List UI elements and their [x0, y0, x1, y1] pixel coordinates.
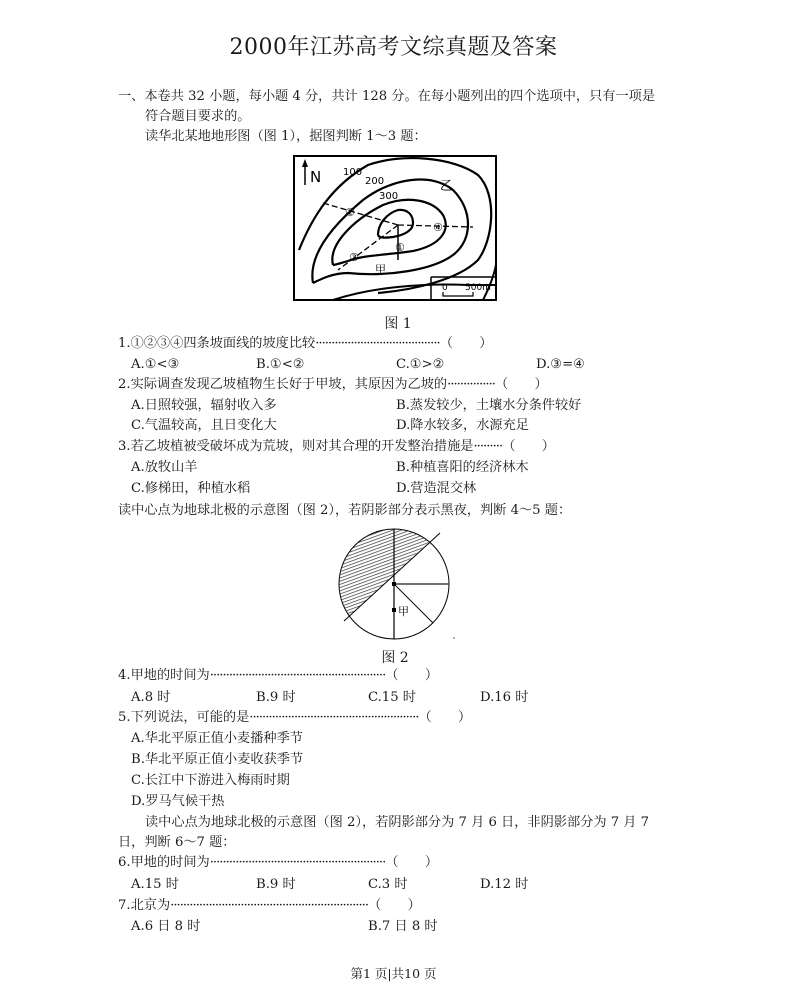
- q2-option-c: C.气温较高，且日变化大: [131, 418, 277, 433]
- svg-text:200: 200: [365, 176, 385, 187]
- q6-option-a: A.15 时: [131, 877, 179, 892]
- q2-option-d: D.降水较多，水源充足: [396, 418, 529, 433]
- point-jia-marker: [392, 608, 396, 612]
- q1-option-a: A.①<③: [131, 357, 180, 372]
- answer-blank: （ ）: [385, 668, 439, 683]
- q6-option-b: B.9 时: [256, 877, 296, 892]
- svg-text:甲: 甲: [398, 605, 409, 618]
- answer-blank: （ ）: [502, 439, 555, 454]
- read-fig2-instruction-b-line2: 日，判断 6～7 题：: [118, 835, 236, 850]
- svg-text:②: ②: [345, 206, 355, 219]
- question-2-stem: 2.实际调查发现乙坡植物生长好于甲坡，其原因为乙坡的···············（ ）: [118, 375, 548, 395]
- q5-option-d: D.罗马气候干热: [131, 794, 225, 809]
- question-7-stem: 7.北京为······························································（ ）: [118, 896, 421, 916]
- question-6-stem: 6.甲地的时间为·······················································（ ）: [118, 853, 438, 873]
- q7-option-b: B.7 日 8 时: [368, 919, 438, 934]
- read-fig2-instruction-a: 读中心点为地球北极的示意图（图 2），若阴影部分表示黑夜，判断 4～5 题：: [118, 503, 572, 518]
- section-intro-line1: 一、本卷共 32 小题，每小题 4 分，共计 128 分。在每小题列出的四个选项中，只有一项是: [118, 89, 656, 104]
- svg-text:④: ④: [433, 221, 443, 234]
- question-4-stem: 4.甲地的时间为·······················································（ ）: [118, 666, 438, 686]
- question-5-stem: 5.下列说法，可能的是·····················································（ ）: [118, 708, 471, 728]
- figure-2-polar-diagram: [336, 528, 460, 644]
- svg-text:500m: 500m: [465, 283, 491, 293]
- question-3-stem: 3.若乙坡植被受破坏成为荒坡，则对其合理的开发整治措施是·········（ ）: [118, 437, 555, 457]
- q5-option-c: C.长江中下游进入梅雨时期: [131, 773, 290, 788]
- q2-option-b: B.蒸发较少，土壤水分条件较好: [396, 398, 582, 413]
- answer-blank: （ ）: [418, 710, 472, 725]
- answer-blank: （ ）: [494, 377, 548, 392]
- read-fig2-instruction-b-line1: 读中心点为地球北极的示意图（图 2），若阴影部分为 7 月 6 日，非阴影部分为 7 月 7: [145, 815, 650, 830]
- section-intro-line2: 符合题目要求的。: [145, 109, 251, 124]
- q1-option-b: B.①<②: [256, 357, 305, 372]
- q1-option-c: C.①>②: [396, 357, 445, 372]
- svg-text:③: ③: [349, 251, 359, 264]
- svg-text:甲: 甲: [375, 263, 386, 276]
- q7-option-a: A.6 日 8 时: [131, 919, 201, 934]
- svg-text:0: 0: [442, 283, 448, 293]
- question-1-stem: 1.①②③④四条坡面线的坡度比较·······································（ ）: [118, 334, 492, 354]
- q6-option-d: D.12 时: [480, 877, 529, 892]
- page-footer: 第1 页|共10 页: [350, 966, 437, 981]
- answer-blank: （ ）: [439, 336, 493, 351]
- svg-text:乙: 乙: [440, 179, 454, 194]
- figure-1-caption: 图 1: [384, 316, 412, 332]
- svg-text:300: 300: [379, 191, 399, 202]
- answer-blank: （ ）: [385, 855, 439, 870]
- read-fig1-instruction: 读华北某地地形图（图 1），据图判断 1～3 题：: [145, 129, 427, 144]
- page-title: 2000年江苏高考文综真题及答案: [229, 35, 558, 60]
- q5-option-b: B.华北平原正值小麦收获季节: [131, 752, 304, 767]
- figure-2-caption: 图 2: [381, 650, 409, 666]
- svg-text:100: 100: [343, 167, 363, 178]
- q4-option-d: D.16 时: [480, 690, 529, 705]
- svg-text:①: ①: [395, 241, 405, 254]
- q3-option-c: C.修梯田，种植水稻: [131, 481, 251, 496]
- answer-blank: （ ）: [368, 898, 421, 913]
- q6-option-c: C.3 时: [368, 877, 408, 892]
- q3-option-a: A.放牧山羊: [131, 460, 198, 475]
- q2-option-a: A.日照较强，辐射收入多: [131, 398, 277, 413]
- q4-option-a: A.8 时: [131, 690, 171, 705]
- q4-option-b: B.9 时: [256, 690, 296, 705]
- q1-option-d: D.③=④: [536, 357, 585, 372]
- q5-option-a: A.华北平原正值小麦播种季节: [131, 731, 303, 746]
- q3-option-d: D.营造混交林: [396, 481, 477, 496]
- figure-1-contour-map: [293, 155, 497, 301]
- q3-option-b: B.种植喜阳的经济林木: [396, 460, 529, 475]
- q4-option-c: C.15 时: [368, 690, 416, 705]
- svg-text:N: N: [310, 168, 322, 186]
